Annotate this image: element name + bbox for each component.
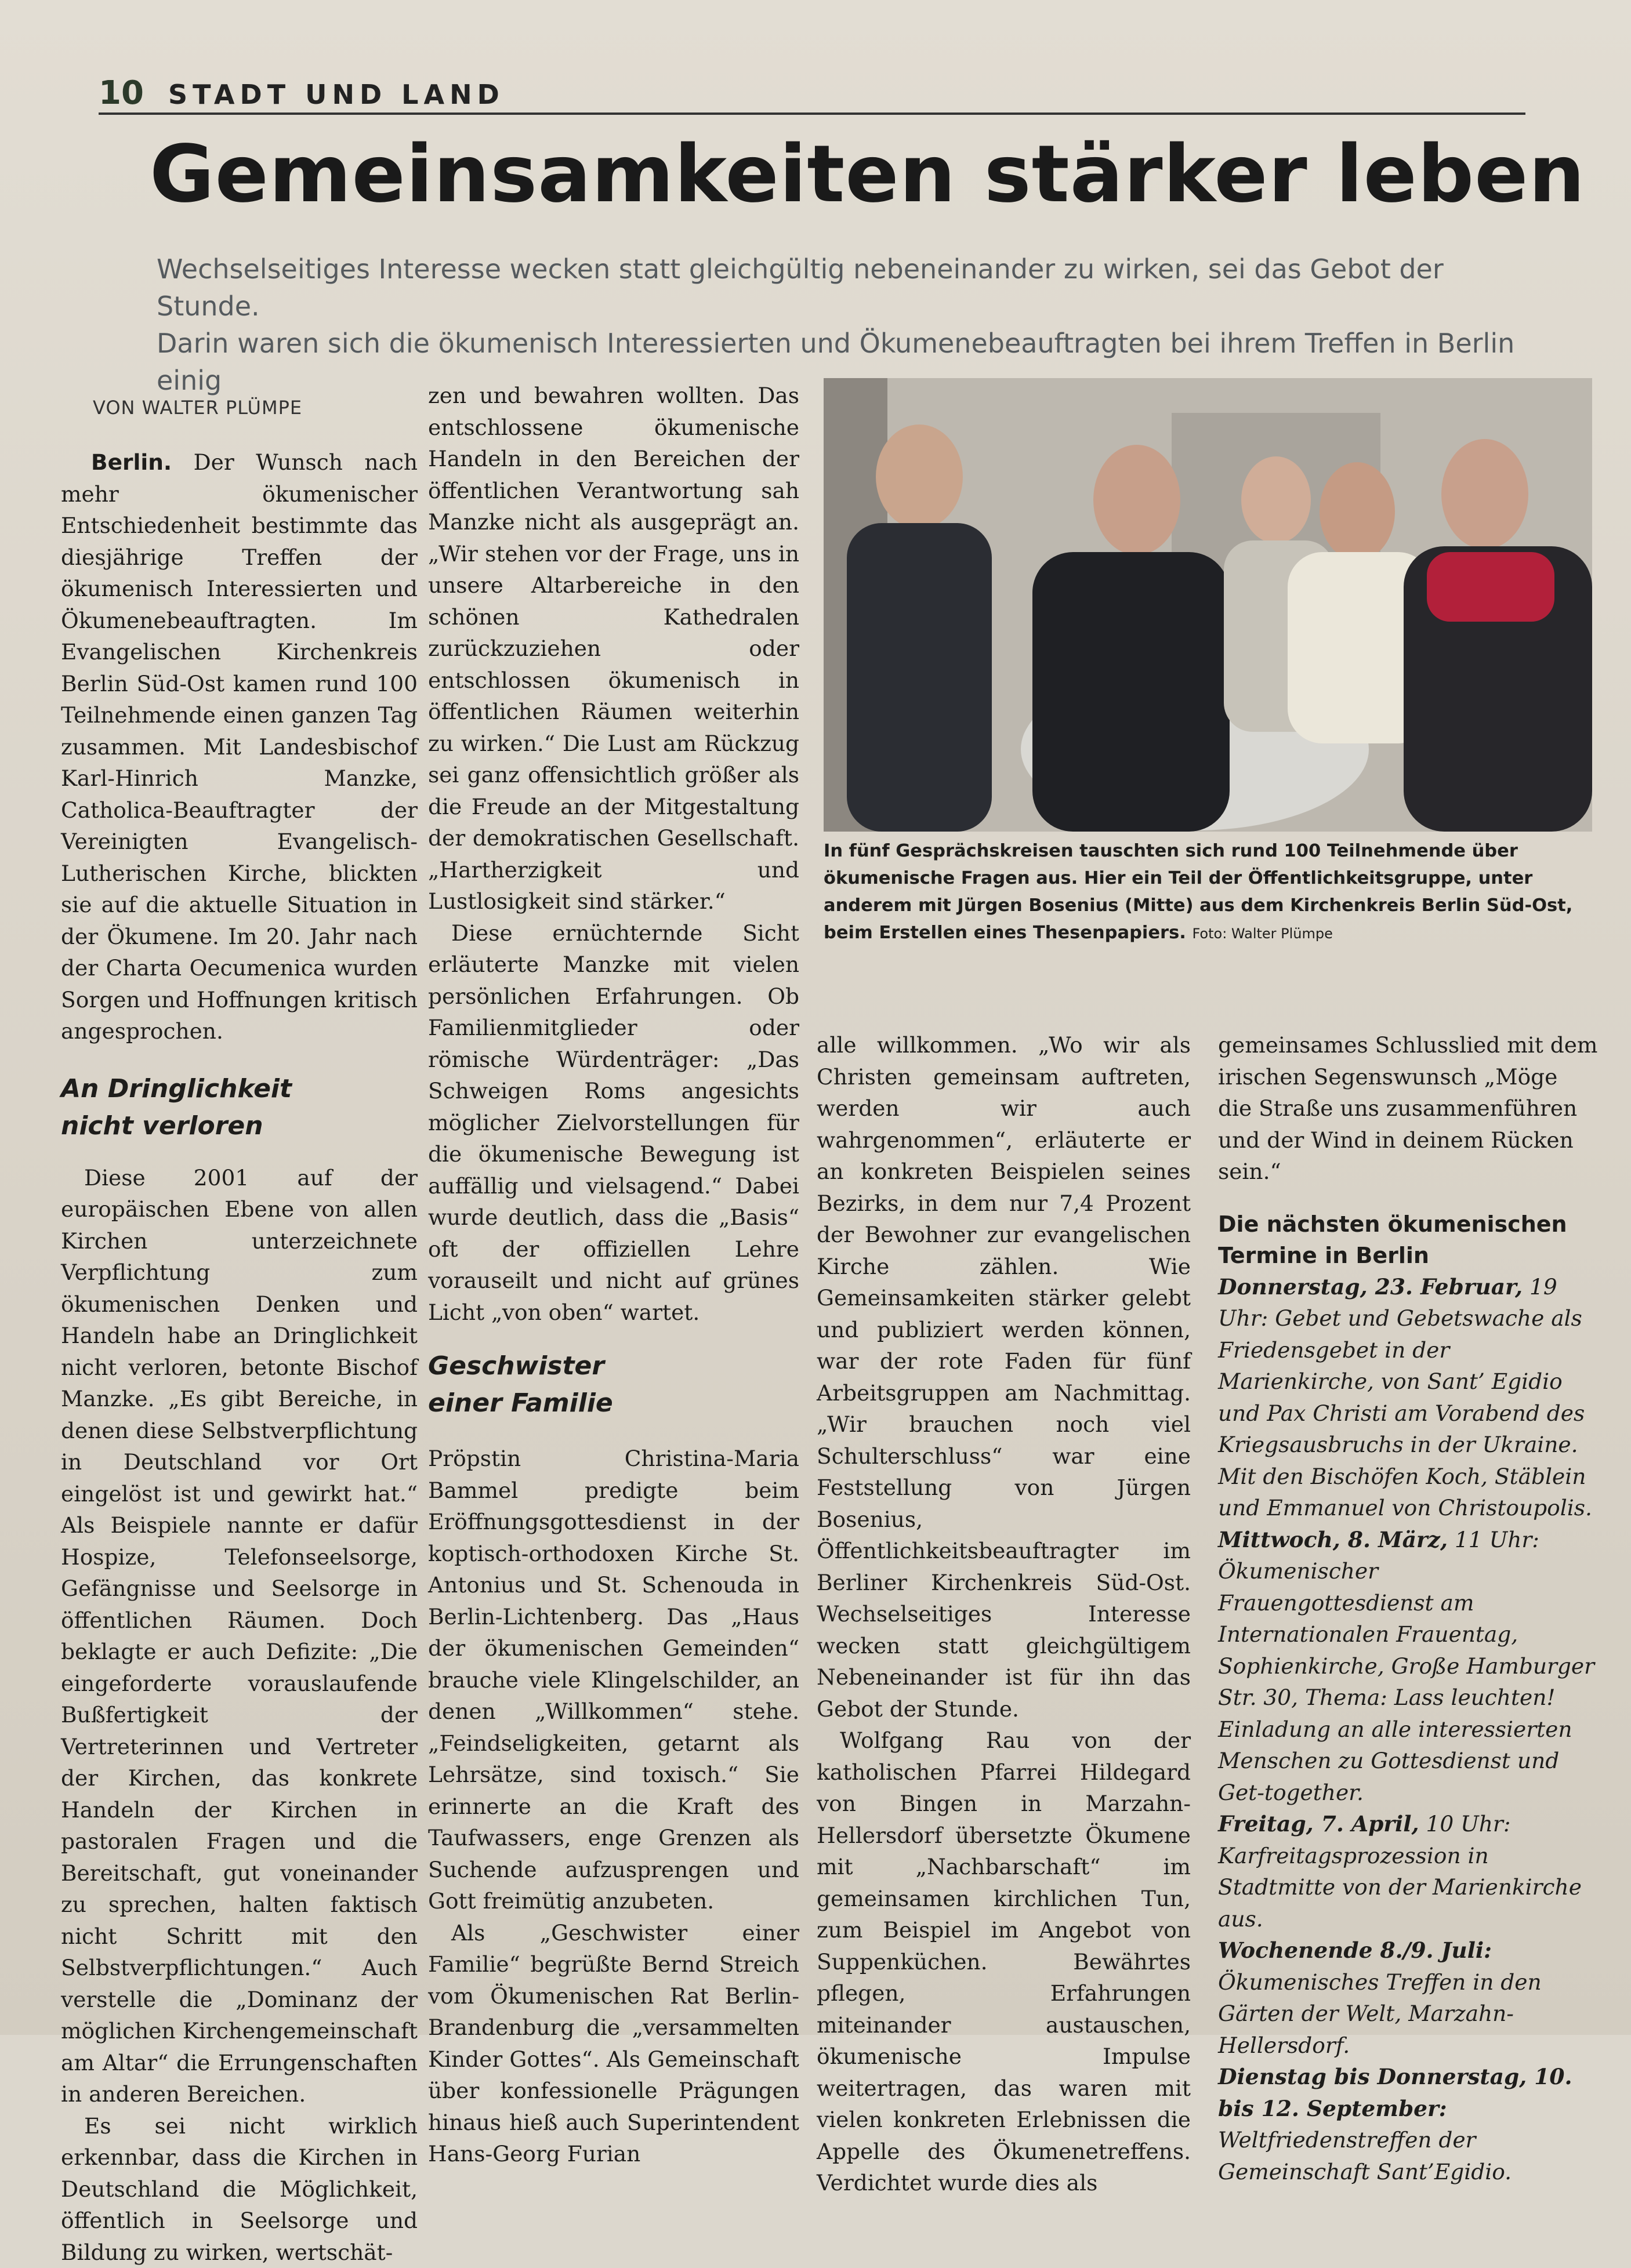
photo-credit: Foto: Walter Plümpe (1192, 926, 1332, 942)
paragraph: Als „Geschwister einer Familie“ begrüßte Bernd Streich vom Ökumenischen Rat Berlin-Brandenburg die „versammelten Kinder Gottes“. Als Gemeinschaft über konfessionelle Prägungen hinaus hieß auch Superintendent Hans-Georg Furian (428, 1917, 799, 2170)
paragraph: alle willkommen. „Wo wir als Christen gemeinsam auftreten, werden wir auch wahrgenommen“, erläuterte er an konkreten Beispielen seines Bezirks, in dem nur 7,4 Prozent der Bewohner zur evangelischen Kirche zählen. Wie Gemeinsamkeiten stärker gelebt und publiziert werden können, war der rote Faden für fünf Arbeitsgruppen am Nachmittag. „Wir brauchen noch viel Schulterschluss“ war eine Feststellung von Jürgen Bosenius, Öffentlichkeitsbeauftragter im Berliner Kirchenkreis Süd-Ost. Wechselseitiges Interesse wecken statt gleichgültigem Nebeneinander ist für ihn das Gebot der Stunde. (817, 1029, 1191, 1725)
paragraph: zen und bewahren wollten. Das entschlossene ökumenische Handeln in den Bereichen der öffentlichen Verantwortung sah Manzke nicht als ausgeprägt an. „Wir stehen vor der Frage, uns in unsere Altarbereiche in den schönen Kathedralen zurückzuziehen oder entschlossen ökumenisch in öffentlichen Räumen weiterhin zu wirken.“ Die Lust am Rückzug sei ganz offensichtlich größer als die Freude an der Mitgestaltung der demokratischen Gesellschaft. „Hartherzigkeit und Lustlosigkeit sind stärker.“ (428, 380, 799, 917)
article-column-2 (428, 380, 799, 2170)
article-subhead (157, 251, 1537, 399)
photo-caption: In fünf Gesprächskreisen tauschten sich rund 100 Teilnehmende über ökumenische Fragen aus. Hier ein Teil der Öffentlichkeitsgruppe, unter anderem mit Jürgen Bosenius (Mitte) aus dem Kirchenkreis Berlin Süd-Ost, beim Erstellen eines Thesenpapiers. Foto: Walter Plümpe (824, 837, 1601, 948)
paragraph: Pröpstin Christina-Maria Bammel predigte beim Eröffnungsgottesdienst in der koptisch-orthodoxen Kirche St. Antonius und St. Schenouda in Berlin-Lichtenberg. Das „Haus der ökumenischen Gemeinden“ brauche viele Klingelschilder, an denen „Willkommen“ stehe. „Feindseligkeiten, getarnt als Lehrsätze, sind toxisch.“ Sie erinnerte an die Kraft des Taufwassers, enge Grenzen als Suchende aufzusprengen und Gott freimütig anzubeten. (428, 1443, 799, 1917)
section-name: STADT UND LAND (168, 79, 505, 110)
paragraph: Wolfgang Rau von der katholischen Pfarrei Hildegard von Bingen in Marzahn-Hellersdorf übersetzte Ökumene mit „Nachbarschaft“ im gemeinsamen kirchlichen Tun, zum Beispiel im Angebot von Suppenküchen. Bewährtes pflegen, Erfahrungen miteinander austauschen, ökumenische Impulse weitertragen, das waren mit vielen konkreten Erlebnissen die Appelle des Ökumenetreffens. Verdichtet wurde dies als (817, 1725, 1191, 2199)
paragraph: Berlin. Der Wunsch nach mehr ökumenischer Entschiedenheit bestimmte das diesjährige Treffen der ökumenisch Interessierten und Ökumenebeauftragten. Im Evangelischen Kirchenkreis Berlin Süd-Ost kamen rund 100 Teilnehmende einen ganzen Tag zusammen. Mit Landesbischof Karl-Hinrich Manzke, Catholica-Beauftragter der Vereinigten Evangelisch-Lutherischen Kirche, blickten sie auf die aktuelle Situation in der Ökumene. Im 20. Jahr nach der Charta Oecumenica wurden Sorgen und Hoffnungen kritisch angesprochen. (61, 447, 418, 1047)
event-entry: Dienstag bis Donnerstag, 10. bis 12. September: Weltfriedenstreffen der Gemeinschaft Sant’Egidio. (1218, 2061, 1598, 2187)
article-column-4 (1218, 1029, 1598, 2187)
paragraph: Es sei nicht wirklich erkennbar, dass die Kirchen in Deutschland die Möglichkeit, öffentlich in Seelsorge und Bildung zu wirken, wertschät- (61, 2110, 418, 2268)
paragraph: gemeinsames Schlusslied mit dem irischen Segenswunsch „Möge die Straße uns zusammenführen und der Wind in deinem Rücken sein.“ (1218, 1029, 1598, 1188)
article-column-3 (817, 1029, 1191, 2199)
event-entry: Mittwoch, 8. März, 11 Uhr: Ökumenischer Frauengottesdienst am Internationalen Frauentag, Sophienkirche, Große Hamburger Str. 30, Thema: Lass leuchten! Einladung an alle interessierten Menschen zu Gottesdienst und Get-together. (1218, 1524, 1598, 1809)
subhead-line-2: Darin waren sich die ökumenisch Interessierten und Ökumenebeauftragten bei ihrem Treffen in Berlin einig (157, 325, 1537, 399)
events-box-title: Die nächsten ökumenischen Termine in Berlin (1218, 1209, 1598, 1271)
subhead-line-1: Wechselseitiges Interesse wecken statt gleichgültig nebeneinander zu wirken, sei das Gebot der Stunde. (157, 251, 1537, 325)
header-rule (99, 113, 1525, 115)
page-number: 10 (99, 74, 144, 112)
paragraph: Diese ernüchternde Sicht erläuterte Manzke mit vielen persönlichen Erfahrungen. Ob Familienmitglieder oder römische Würdenträger: „Das Schweigen Roms angesichts möglicher Zielvorstellungen für die ökumenische Bewegung ist auffällig und vielsagend.“ Dabei wurde deutlich, dass die „Basis“ oft der offiziellen Lehre vorauseilt und nicht auf grünes Licht „von oben“ wartet. (428, 917, 799, 1329)
byline: VON WALTER PLÜMPE (93, 397, 302, 419)
section-subtitle: An Dringlichkeit nicht verloren (61, 1071, 418, 1145)
dateline: Berlin. (91, 449, 172, 475)
article-headline: Gemeinsamkeiten stärker leben (150, 129, 1542, 220)
event-entry: Wochenende 8./9. Juli: Ökumenisches Treffen in den Gärten der Welt, Marzahn-Hellersdorf. (1218, 1935, 1598, 2061)
paragraph: Diese 2001 auf der europäischen Ebene von allen Kirchen unterzeichnete Verpflichtung zum ökumenischen Denken und Handeln habe an Dringlichkeit nicht verloren, betonte Bischof Manzke. „Es gibt Bereiche, in denen diese Selbstverpflichtung in Deutschland vor Ort eingelöst ist und gewirkt hat.“ Als Beispiele nannte er dafür Hospize, Telefonseelsorge, Gefängnisse und Seelsorge in öffentlichen Räumen. Doch beklagte er auch Defizite: „Die eingeforderte vorauslaufende Bußfertigkeit der Vertreterinnen und Vertreter der Kirchen, das konkrete Handeln der Kirchen in pastoralen Fragen und die Bereitschaft, gut voneinander zu sprechen, halten faktisch nicht Schritt mit den Selbstverpflichtungen.“ Auch verstelle die „Dominanz der möglichen Kirchengemeinschaft am Altar“ die Errungenschaften in anderen Bereichen. (61, 1162, 418, 2110)
section-subtitle: Geschwister einer Familie (428, 1348, 799, 1422)
event-entry: Freitag, 7. April, 10 Uhr: Karfreitagsprozession in Stadtmitte von der Marienkirche aus. (1218, 1808, 1598, 1935)
article-photo (824, 378, 1592, 832)
page-header (99, 74, 1525, 115)
photo-illustration (824, 378, 1592, 832)
article-column-1 (61, 447, 418, 2268)
event-entry: Donnerstag, 23. Februar, 19 Uhr: Gebet und Gebetswache als Friedensgebet in der Marienkirche, von Sant’ Egidio und Pax Christi am Vorabend des Kriegsausbruchs in der Ukraine. Mit den Bischöfen Koch, Stäblein und Emmanuel von Christoupolis. (1218, 1271, 1598, 1524)
